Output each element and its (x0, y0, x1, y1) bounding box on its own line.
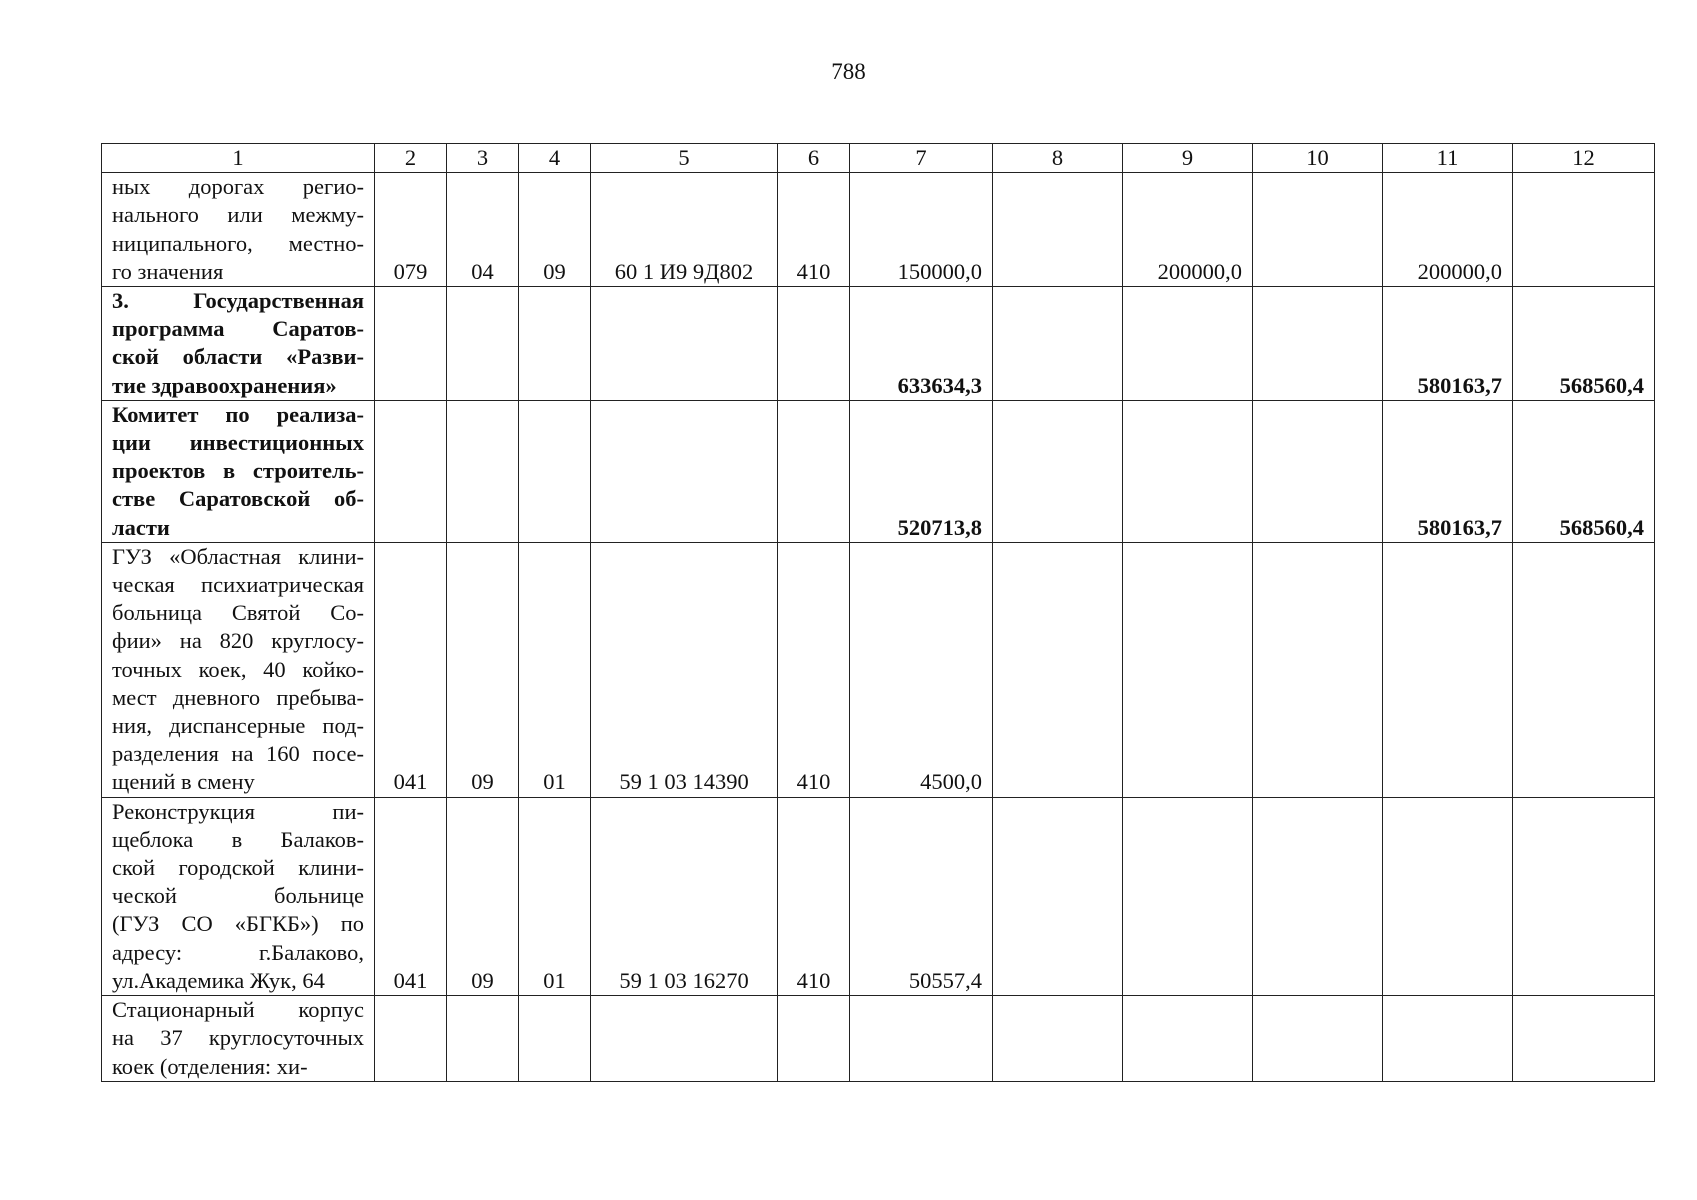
column-header-3: 3 (447, 144, 519, 173)
cell-col-4 (519, 996, 591, 1082)
cell-col-11 (1383, 797, 1513, 995)
cell-col-10 (1253, 173, 1383, 287)
table-row (102, 287, 1655, 401)
row-name-line: ческой больнице (112, 883, 364, 909)
cell-col-12: 568560,4 (1513, 287, 1655, 401)
column-header-11: 11 (1383, 144, 1513, 173)
cell-col-6: 410 (778, 797, 850, 995)
row-name-line: щеблока в Балаков- (112, 826, 364, 852)
cell-col-9 (1123, 400, 1253, 542)
row-name-line: Реконструкция пи- (112, 798, 364, 824)
cell-col-6 (778, 996, 850, 1082)
cell-col-8 (993, 173, 1123, 287)
cell-col-3: 09 (447, 797, 519, 995)
cell-col-7: 50557,4 (850, 797, 993, 995)
row-name-cell (102, 542, 375, 797)
cell-col-4 (519, 400, 591, 542)
row-name-line: программа Саратов- (112, 316, 364, 342)
cell-col-5: 60 1 И9 9Д802 (591, 173, 778, 287)
row-name-line: точных коек, 40 койко- (112, 656, 364, 682)
cell-col-2: 041 (375, 797, 447, 995)
column-header-12: 12 (1513, 144, 1655, 173)
cell-col-7: 4500,0 (850, 542, 993, 797)
cell-col-6: 410 (778, 173, 850, 287)
cell-col-11 (1383, 542, 1513, 797)
row-name-line: проектов в строитель- (112, 458, 364, 484)
cell-col-8 (993, 542, 1123, 797)
column-header-7: 7 (850, 144, 993, 173)
row-name-cell (102, 287, 375, 401)
cell-col-10 (1253, 542, 1383, 797)
column-header-1: 1 (102, 144, 375, 173)
row-name-line: ГУЗ «Областная клини- (112, 543, 364, 569)
cell-col-7 (850, 996, 993, 1082)
cell-col-12 (1513, 173, 1655, 287)
table-row (102, 542, 1655, 797)
cell-col-9 (1123, 287, 1253, 401)
row-name-line: ниципального, местно- (112, 230, 364, 256)
cell-col-8 (993, 797, 1123, 995)
row-name-line: нального или межму- (112, 202, 364, 228)
cell-col-9 (1123, 797, 1253, 995)
cell-col-7: 520713,8 (850, 400, 993, 542)
table-row (102, 173, 1655, 287)
row-name-line: ния, диспансерные под- (112, 713, 364, 739)
row-name-line: ской городской клини- (112, 855, 364, 881)
cell-col-3 (447, 400, 519, 542)
row-name-line: на 37 круглосуточных (112, 1025, 364, 1051)
cell-col-4: 01 (519, 542, 591, 797)
cell-col-12 (1513, 996, 1655, 1082)
table-row (102, 797, 1655, 995)
row-name-line: Стационарный корпус (112, 997, 364, 1023)
row-name-line: ул.Академика Жук, 64 (112, 967, 325, 993)
row-name-cell (102, 797, 375, 995)
row-name-line: ской области «Разви- (112, 344, 364, 370)
row-name-line: Комитет по реализа- (112, 401, 364, 427)
cell-col-5 (591, 400, 778, 542)
cell-col-6 (778, 287, 850, 401)
column-header-10: 10 (1253, 144, 1383, 173)
cell-col-2: 079 (375, 173, 447, 287)
cell-col-4 (519, 287, 591, 401)
budget-table (101, 143, 1655, 1082)
cell-col-11: 580163,7 (1383, 287, 1513, 401)
row-name-line: щений в смену (112, 769, 255, 795)
cell-col-6 (778, 400, 850, 542)
cell-col-2: 041 (375, 542, 447, 797)
row-name-line: разделения на 160 посе- (112, 741, 364, 767)
cell-col-5 (591, 287, 778, 401)
row-name-line: тие здравоохранения» (112, 372, 337, 398)
column-header-4: 4 (519, 144, 591, 173)
row-name-line: ции инвестиционных (112, 430, 364, 456)
table-row (102, 400, 1655, 542)
cell-col-2 (375, 400, 447, 542)
column-header-2: 2 (375, 144, 447, 173)
cell-col-7: 633634,3 (850, 287, 993, 401)
row-name-line: ческая психиатрическая (112, 572, 364, 598)
cell-col-5 (591, 996, 778, 1082)
cell-col-12 (1513, 542, 1655, 797)
column-header-6: 6 (778, 144, 850, 173)
row-name-line: больница Святой Со- (112, 600, 364, 626)
row-name-line: ных дорогах регио- (112, 174, 364, 200)
cell-col-10 (1253, 287, 1383, 401)
cell-col-3 (447, 287, 519, 401)
row-name-line: адресу: г.Балаково, (112, 939, 364, 965)
table-row (102, 996, 1655, 1082)
row-name-cell (102, 400, 375, 542)
cell-col-4: 09 (519, 173, 591, 287)
table-header-row (102, 144, 1655, 173)
cell-col-11 (1383, 996, 1513, 1082)
cell-col-10 (1253, 996, 1383, 1082)
column-header-8: 8 (993, 144, 1123, 173)
row-name-line: (ГУЗ СО «БГКБ») по (112, 911, 364, 937)
cell-col-11: 200000,0 (1383, 173, 1513, 287)
cell-col-2 (375, 996, 447, 1082)
row-name-line: 3. Государственная (112, 288, 364, 314)
column-header-5: 5 (591, 144, 778, 173)
cell-col-10 (1253, 400, 1383, 542)
cell-col-9: 200000,0 (1123, 173, 1253, 287)
cell-col-5: 59 1 03 16270 (591, 797, 778, 995)
row-name-line: фии» на 820 круглосу- (112, 628, 364, 654)
row-name-line: ласти (112, 514, 170, 540)
cell-col-8 (993, 996, 1123, 1082)
cell-col-2 (375, 287, 447, 401)
cell-col-3 (447, 996, 519, 1082)
row-name-line: го значения (112, 258, 224, 284)
cell-col-8 (993, 400, 1123, 542)
cell-col-5: 59 1 03 14390 (591, 542, 778, 797)
row-name-line: коек (отделения: хи- (112, 1053, 308, 1079)
cell-col-8 (993, 287, 1123, 401)
cell-col-12: 568560,4 (1513, 400, 1655, 542)
cell-col-9 (1123, 542, 1253, 797)
cell-col-4: 01 (519, 797, 591, 995)
cell-col-9 (1123, 996, 1253, 1082)
row-name-line: мест дневного пребыва- (112, 684, 364, 710)
cell-col-3: 09 (447, 542, 519, 797)
row-name-cell (102, 996, 375, 1082)
cell-col-6: 410 (778, 542, 850, 797)
page-number: 788 (831, 59, 866, 84)
cell-col-12 (1513, 797, 1655, 995)
row-name-cell (102, 173, 375, 287)
cell-col-7: 150000,0 (850, 173, 993, 287)
row-name-line: стве Саратовской об- (112, 486, 364, 512)
cell-col-10 (1253, 797, 1383, 995)
cell-col-11: 580163,7 (1383, 400, 1513, 542)
column-header-9: 9 (1123, 144, 1253, 173)
cell-col-3: 04 (447, 173, 519, 287)
